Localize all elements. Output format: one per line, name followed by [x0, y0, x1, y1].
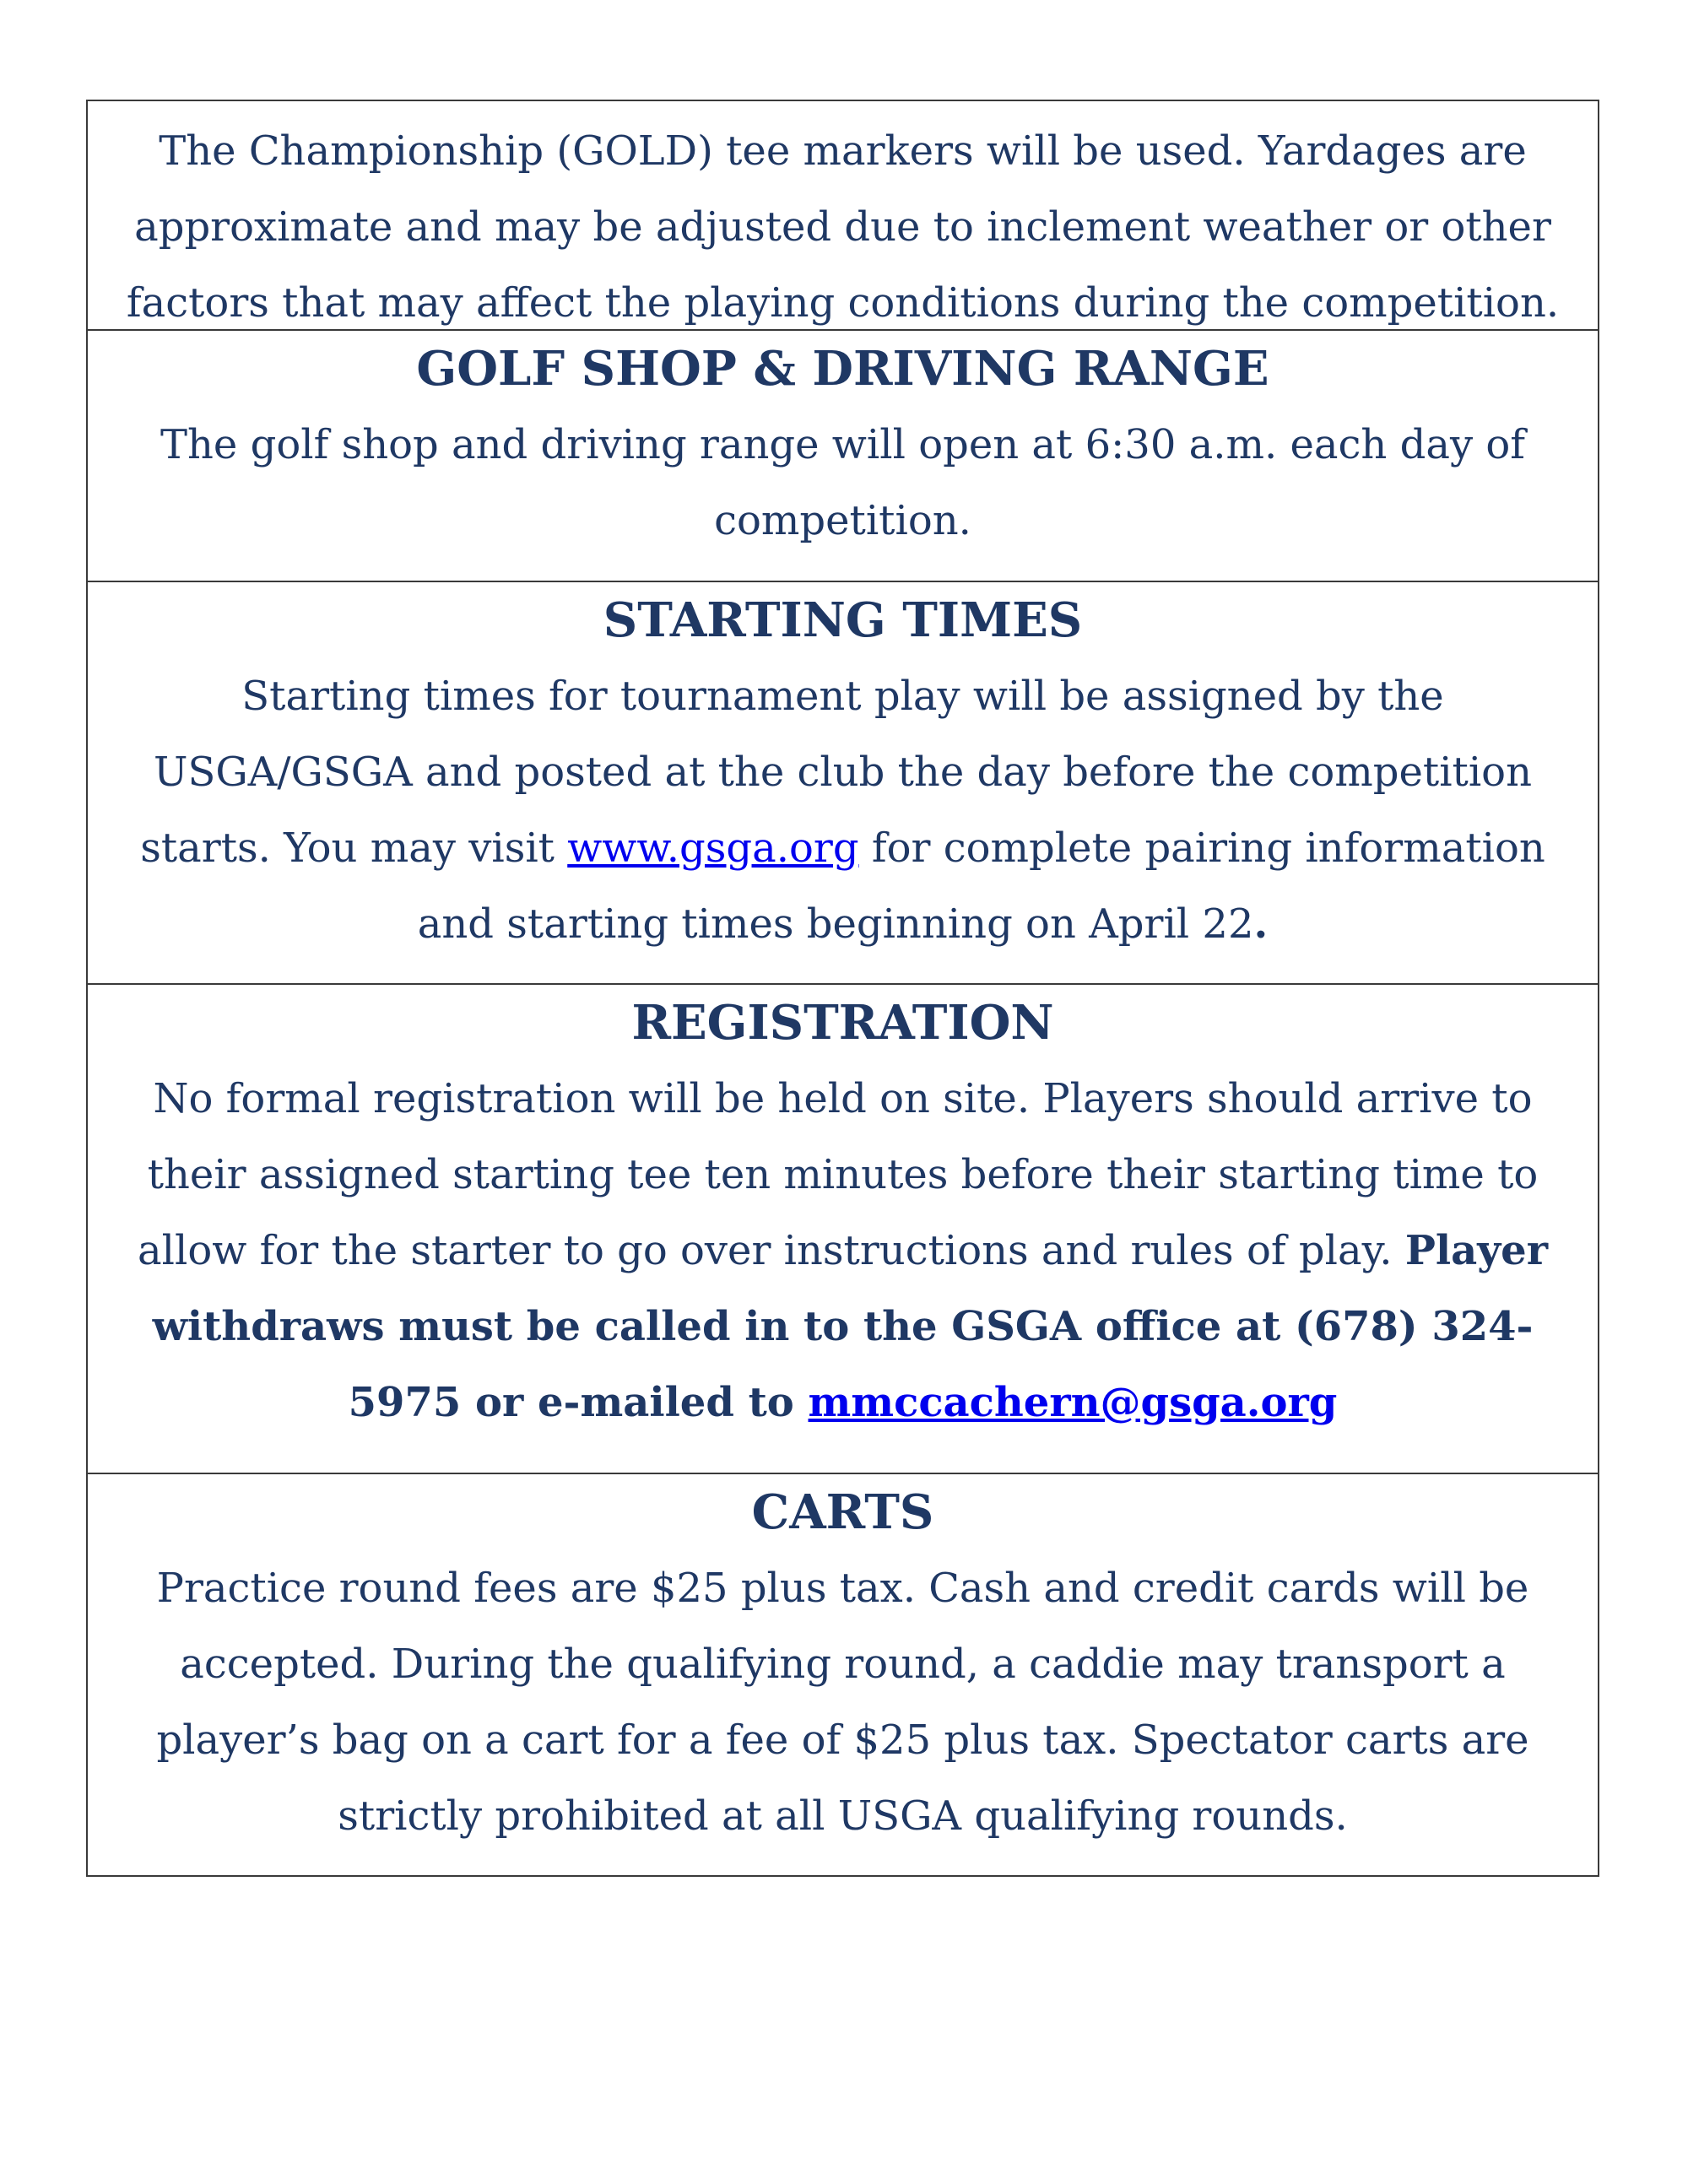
carts-heading: CARTS	[751, 1484, 934, 1540]
golf-shop-section	[88, 329, 1598, 581]
gsga-website-link[interactable]: www.gsga.org	[567, 824, 859, 872]
registration-heading: REGISTRATION	[631, 995, 1054, 1051]
withdraw-notice: Player withdraws must be called in to the GSGA office at (678) 324-5975 or e-mailed to	[152, 1227, 1548, 1426]
starting-times-period: .	[1253, 900, 1269, 948]
golf-shop-heading: GOLF SHOP & DRIVING RANGE	[416, 341, 1269, 397]
carts-text: Practice round fees are $25 plus tax. Cash and credit cards will be accepted. During the qualifying round, a caddie may transport a player’s bag on a cart for a fee of $25 plus tax. Spectator carts are strictly prohibited at all USGA qualifying rounds.	[156, 1565, 1529, 1840]
starting-times-text	[122, 658, 1564, 962]
registration-section	[88, 983, 1598, 1473]
starting-times-text-before: Starting times for tournament play will be assigned by the USGA/GSGA and posted at the club the day before the competition starts. You may visit	[140, 673, 1532, 872]
yardage-text: The Championship (GOLD) tee markers will be used. Yardages are approximate and may be adjusted due to inclement weather or other factors that may affect the playing conditions during the competition.	[126, 127, 1560, 327]
registration-text	[122, 1061, 1564, 1441]
golf-shop-text: The golf shop and driving range will open at 6:30 a.m. each day of competition.	[160, 421, 1525, 544]
yardage-section	[88, 101, 1598, 329]
info-table	[86, 100, 1599, 1877]
starting-times-heading: STARTING TIMES	[603, 592, 1083, 648]
carts-section	[88, 1473, 1598, 1875]
starting-times-text-after: for complete pairing information and starting times beginning on April 22	[417, 824, 1545, 948]
email-link[interactable]: mmccachern@gsga.org	[808, 1379, 1338, 1426]
registration-text-plain: No formal registration will be held on site. Players should arrive to their assigned starting tee ten minutes before their starting time to allow for the starter to go over instructions and rules of play.	[138, 1075, 1539, 1274]
starting-times-section	[88, 581, 1598, 983]
